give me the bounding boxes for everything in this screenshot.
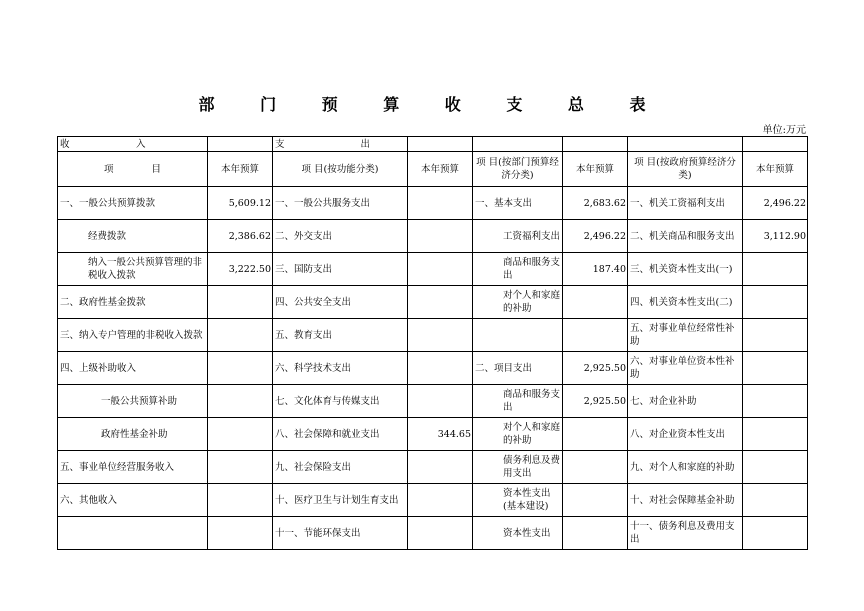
func-item: 一、一般公共服务支出 <box>273 187 408 220</box>
dept-item: 商品和服务支出 <box>473 385 563 418</box>
dept-item <box>473 319 563 352</box>
func-value <box>408 220 473 253</box>
dept-value <box>563 451 628 484</box>
col-header-budget: 本年预算 <box>408 152 473 187</box>
gov-value <box>743 418 808 451</box>
gov-item: 七、对企业补助 <box>628 385 743 418</box>
income-value <box>208 484 273 517</box>
dept-value: 2,925.50 <box>563 385 628 418</box>
func-item: 十、医疗卫生与计划生育支出 <box>273 484 408 517</box>
dept-value: 2,496.22 <box>563 220 628 253</box>
func-item: 三、国防支出 <box>273 253 408 286</box>
table-row <box>58 451 808 484</box>
col-header-dept-item: 项 目(按部门预算经济分类) <box>473 152 563 187</box>
gov-value: 2,496.22 <box>743 187 808 220</box>
dept-value <box>563 319 628 352</box>
func-item: 九、社会保险支出 <box>273 451 408 484</box>
income-item: 二、政府性基金拨款 <box>58 286 208 319</box>
income-item: 纳入一般公共预算管理的非税收入拨款 <box>58 253 208 286</box>
income-value: 3,222.50 <box>208 253 273 286</box>
table-row <box>58 517 808 550</box>
dept-value: 2,925.50 <box>563 352 628 385</box>
gov-value: 3,112.90 <box>743 220 808 253</box>
table-row <box>58 418 808 451</box>
dept-value <box>563 484 628 517</box>
dept-value: 187.40 <box>563 253 628 286</box>
table-row <box>58 187 808 220</box>
gov-value <box>743 517 808 550</box>
func-value <box>408 187 473 220</box>
dept-value <box>563 418 628 451</box>
header-spacer <box>408 137 473 152</box>
func-item: 十一、节能环保支出 <box>273 517 408 550</box>
gov-item: 九、对个人和家庭的补助 <box>628 451 743 484</box>
func-value <box>408 286 473 319</box>
func-value <box>408 352 473 385</box>
func-value: 344.65 <box>408 418 473 451</box>
dept-value <box>563 517 628 550</box>
income-value <box>208 319 273 352</box>
income-item: 六、其他收入 <box>58 484 208 517</box>
table-row <box>58 286 808 319</box>
func-value <box>408 484 473 517</box>
expense-group-header: 支 出 <box>273 137 408 152</box>
gov-value <box>743 451 808 484</box>
dept-item: 二、项目支出 <box>473 352 563 385</box>
func-item: 四、公共安全支出 <box>273 286 408 319</box>
income-value <box>208 385 273 418</box>
gov-value <box>743 253 808 286</box>
table-row <box>58 484 808 517</box>
income-item: 五、事业单位经营服务收入 <box>58 451 208 484</box>
gov-item: 一、机关工资福利支出 <box>628 187 743 220</box>
gov-value <box>743 484 808 517</box>
income-value <box>208 352 273 385</box>
gov-item: 五、对事业单位经常性补助 <box>628 319 743 352</box>
table-row <box>58 385 808 418</box>
page-title: 部 门 预 算 收 支 总 表 <box>198 95 666 114</box>
income-value: 2,386.62 <box>208 220 273 253</box>
income-value <box>208 418 273 451</box>
header-spacer <box>473 137 563 152</box>
header-spacer <box>208 137 273 152</box>
col-header-item: 项 目 <box>58 152 208 187</box>
dept-item: 对个人和家庭的补助 <box>473 418 563 451</box>
gov-item: 三、机关资本性支出(一) <box>628 253 743 286</box>
income-group-header: 收 入 <box>58 137 208 152</box>
gov-item: 十、对社会保障基金补助 <box>628 484 743 517</box>
col-header-budget: 本年预算 <box>563 152 628 187</box>
gov-item: 十一、债务利息及费用支出 <box>628 517 743 550</box>
income-item: 四、上级补助收入 <box>58 352 208 385</box>
func-item: 二、外交支出 <box>273 220 408 253</box>
gov-value <box>743 319 808 352</box>
income-value: 5,609.12 <box>208 187 273 220</box>
header-row-columns <box>58 152 808 187</box>
col-header-func-item: 项 目(按功能分类) <box>273 152 408 187</box>
dept-item: 商品和服务支出 <box>473 253 563 286</box>
dept-item: 一、基本支出 <box>473 187 563 220</box>
dept-item: 对个人和家庭的补助 <box>473 286 563 319</box>
func-item: 七、文化体育与传媒支出 <box>273 385 408 418</box>
budget-table <box>57 136 808 550</box>
income-value <box>208 451 273 484</box>
func-value <box>408 517 473 550</box>
income-item: 经费拨款 <box>58 220 208 253</box>
dept-item: 工资福利支出 <box>473 220 563 253</box>
gov-item: 四、机关资本性支出(二) <box>628 286 743 319</box>
income-value <box>208 517 273 550</box>
header-spacer <box>563 137 628 152</box>
header-spacer <box>628 137 743 152</box>
income-item: 三、纳入专户管理的非税收入拨款 <box>58 319 208 352</box>
col-header-budget: 本年预算 <box>208 152 273 187</box>
gov-item: 六、对事业单位资本性补助 <box>628 352 743 385</box>
unit-label: 单位:万元 <box>762 125 806 136</box>
gov-value <box>743 286 808 319</box>
func-item: 五、教育支出 <box>273 319 408 352</box>
table-row <box>58 253 808 286</box>
dept-value <box>563 286 628 319</box>
func-value <box>408 451 473 484</box>
dept-value: 2,683.62 <box>563 187 628 220</box>
gov-value <box>743 385 808 418</box>
income-value <box>208 286 273 319</box>
income-item: 一般公共预算补助 <box>58 385 208 418</box>
gov-item: 八、对企业资本性支出 <box>628 418 743 451</box>
dept-item: 债务利息及费用支出 <box>473 451 563 484</box>
income-item: 政府性基金补助 <box>58 418 208 451</box>
dept-item: 资本性支出(基本建设) <box>473 484 563 517</box>
table-row <box>58 352 808 385</box>
table-row <box>58 319 808 352</box>
func-item: 八、社会保障和就业支出 <box>273 418 408 451</box>
func-item: 六、科学技术支出 <box>273 352 408 385</box>
header-spacer <box>743 137 808 152</box>
income-item <box>58 517 208 550</box>
func-value <box>408 253 473 286</box>
income-item: 一、一般公共预算拨款 <box>58 187 208 220</box>
gov-value <box>743 352 808 385</box>
gov-item: 二、机关商品和服务支出 <box>628 220 743 253</box>
col-header-gov-item: 项 目(按政府预算经济分类) <box>628 152 743 187</box>
dept-item: 资本性支出 <box>473 517 563 550</box>
col-header-budget: 本年预算 <box>743 152 808 187</box>
func-value <box>408 319 473 352</box>
header-row-group <box>58 137 808 152</box>
func-value <box>408 385 473 418</box>
table-row <box>58 220 808 253</box>
